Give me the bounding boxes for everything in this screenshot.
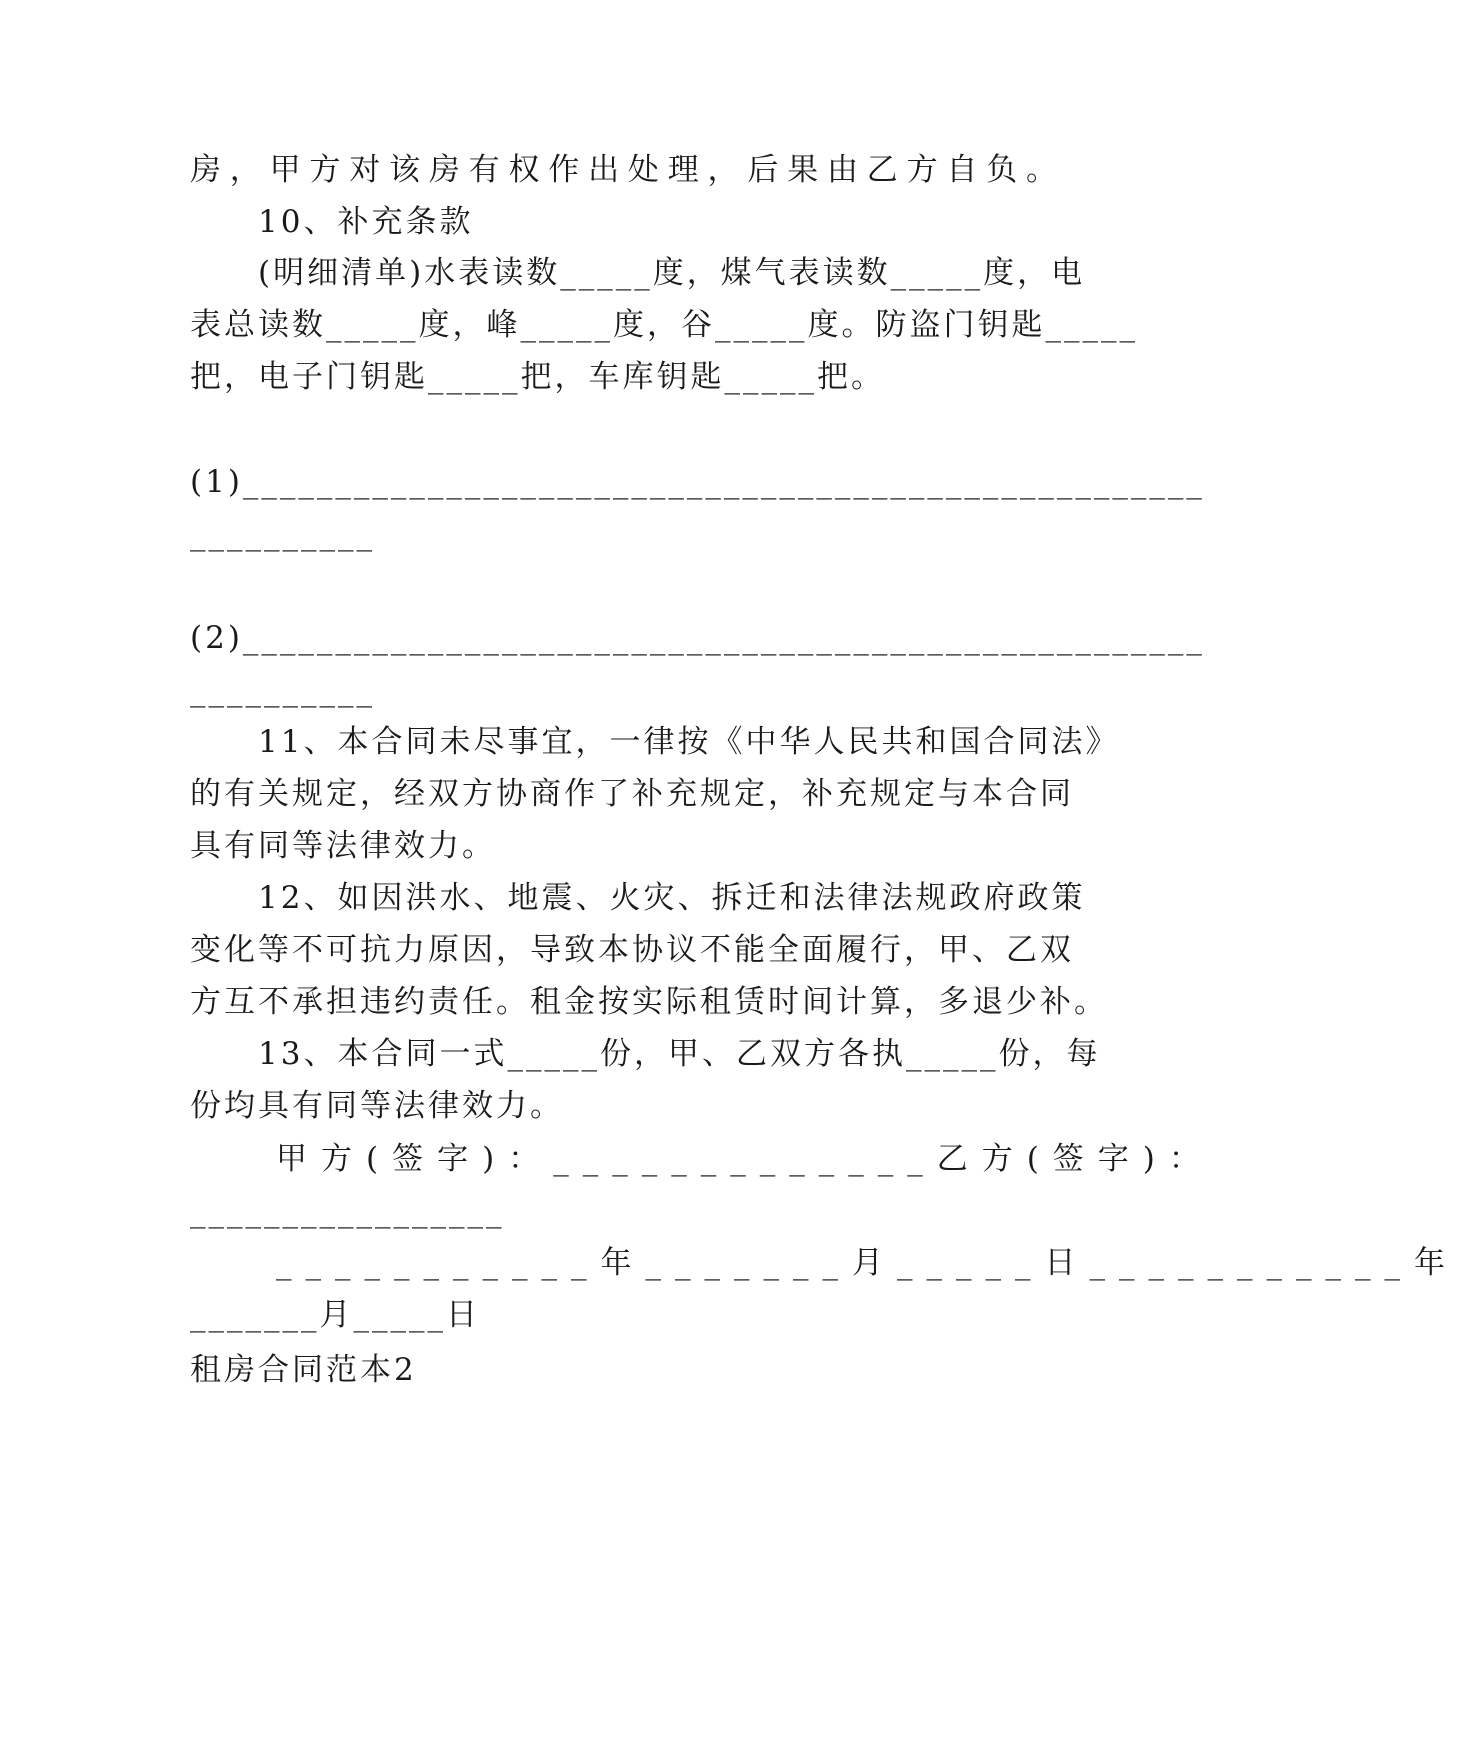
paragraph-line: 房，甲方对该房有权作出处理，后果由乙方自负。 [190,152,1060,188]
date-line-continued: _______月_____日 [190,1297,480,1333]
blank-line-2-continued: __________ [190,672,375,708]
blank-line-1-continued: __________ [190,516,375,552]
paragraph-line: 表总读数_____度，峰_____度，谷_____度。防盗门钥匙_____ [190,307,1138,343]
date-line: ___________年_______月_____日___________年 [276,1245,1459,1281]
signature-line: 甲方(签字)：_____________乙方(签字)： [276,1141,1214,1177]
paragraph-line: 份均具有同等法律效力。 [190,1088,564,1124]
paragraph-line: 方互不承担违约责任。租金按实际租赁时间计算，多退少补。 [190,984,1108,1020]
paragraph-line: 变化等不可抗力原因，导致本协议不能全面履行，甲、乙双 [190,932,1074,968]
paragraph-line: 的有关规定，经双方协商作了补充规定，补充规定与本合同 [190,776,1074,812]
paragraph-line: 11、本合同未尽事宜，一律按《中华人民共和国合同法》 [258,724,1120,760]
paragraph-line: 13、本合同一式_____份，甲、乙双方各执_____份，每 [258,1036,1101,1072]
section-title: 租房合同范本2 [190,1352,417,1388]
paragraph-line: 具有同等法律效力。 [190,828,496,864]
blank-line-2: (2)____________________________________________________ [190,620,1205,656]
signature-blank: _________________ [190,1193,505,1229]
paragraph-line: 把，电子门钥匙_____把，车库钥匙_____把。 [190,359,885,395]
section-heading: 10、补充条款 [258,204,474,240]
paragraph-line: (明细清单)水表读数_____度，煤气表读数_____度，电 [258,255,1086,291]
blank-line-1: (1)____________________________________________________ [190,464,1205,500]
paragraph-line: 12、如因洪水、地震、火灾、拆迁和法律法规政府政策 [258,880,1086,916]
